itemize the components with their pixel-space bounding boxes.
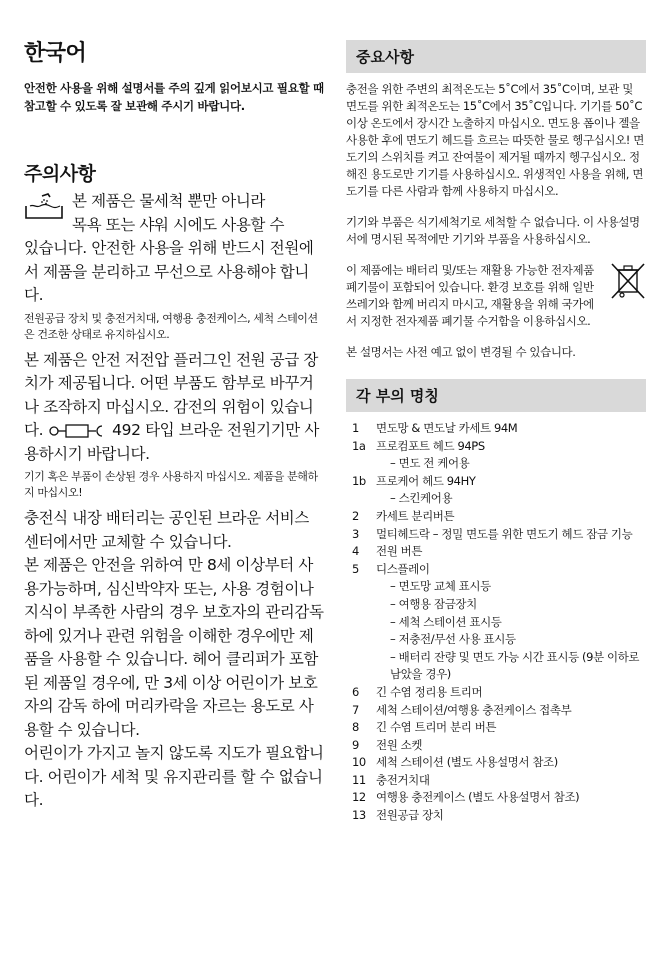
part-number: 9: [352, 737, 359, 752]
parts-list-item: [346, 684, 646, 702]
parts-list-item: [346, 420, 646, 438]
part-label: 면도망 & 면도날 카세트 94M: [376, 421, 518, 435]
power-supply-symbol-icon: [48, 423, 108, 439]
parts-header: 각 부의 명칭: [346, 379, 646, 412]
parts-list-item: [346, 719, 646, 737]
part-label: 멀티헤드락 – 정밀 면도를 위한 면도기 헤드 잠금 기능: [376, 526, 633, 541]
part-label: – 배터리 잔량 및 면도 가능 시간 표시등 (9분 이하로 남았을 경우): [390, 649, 640, 682]
shower-paragraph: [24, 190, 324, 237]
parts-list-item: [346, 508, 646, 526]
part-label: 전원공급 장치: [376, 808, 444, 823]
parts-list-item: [346, 807, 646, 825]
important-text-2: 기기와 부품은 식기세척기로 세척할 수 없습니다. 이 사용설명서에 명시된 목적에만 기기와 부품을 사용하십시오.: [346, 215, 640, 246]
power-supply-paragraph: [24, 349, 324, 467]
parts-list-item: [346, 737, 646, 755]
p1-line2: 목욕 또는 샤워 시에도 사용할 수: [72, 215, 285, 234]
part-label: 여행용 충전케이스 (별도 사용설명서 참조): [376, 790, 580, 805]
important-header: 중요사항: [346, 40, 646, 73]
part-number: 1: [352, 421, 359, 435]
age-paragraph: 본 제품은 안전을 위하여 만 8세 이상부터 사용가능하며, 심신박약자 또는, 사용 경험이나 지식이 부족한 사람의 경우 보호자의 관리감독 하에 있거나 관련 위험을 이해한 경우에만 제품을 사용할 수 있습니다. 헤어 클리퍼가 포함된 제품일 경우에, 만 3세 이상 어린이가 보호자의 감독 하에 머리카락을 자르는 용도로 사용할 수 있습니다.: [24, 556, 324, 739]
part-label: – 스킨케어용: [390, 491, 453, 506]
parts-list-item: [346, 473, 646, 491]
important-text-3: 이 제품에는 배터리 및/또는 재활용 가능한 전자제품 폐기물이 포함되어 있습니다. 환경 보호를 위해 일반 쓰레기와 함께 버리지 마시고, 재활용을 위해 국가에서 지정한 전자제품 폐기물 수거함을 이용하십시오.: [346, 263, 594, 328]
note-damaged: 기기 혹은 부품이 손상된 경우 사용하지 마십시오. 제품을 분해하지 마십시오!: [24, 470, 318, 499]
part-number: 5: [352, 561, 359, 576]
part-label: – 저충전/무선 사용 표시등: [390, 632, 516, 647]
part-label: 디스플레이: [376, 561, 430, 576]
part-number: 10: [352, 755, 366, 770]
important-text-1: 충전을 위한 주변의 최적온도는 5˚C에서 35˚C이며, 보관 및 면도를 위한 최적온도는 15˚C에서 35˚C입니다. 기기를 50˚C 이상 온도에서 장시간 노출하지 마십시오. 면도용 폼이나 젤을 사용한 후에 면도기 헤드를 흐르는 따뜻한 물로 헹구십시오! 면도기의 스위치를 켜고 잔여물이 제거될 때까지 헹구십시오. 정해진 용도로만 기기를 사용하십시오. 위생적인 사용을 위해, 면도기를 다른 사람과 함께 사용하지 마십시오.: [346, 82, 644, 198]
part-label: 긴 수염 정리용 트리머: [376, 684, 483, 699]
crossed-bin-icon: [610, 262, 646, 302]
part-label: 카세트 분리버튼: [376, 508, 455, 523]
parts-list-item: [346, 490, 646, 508]
p2-b: 492 타입 브라운 전원기기만 사용하시기 바랍니다.: [24, 421, 319, 463]
right-column: [346, 40, 646, 825]
part-number: 12: [352, 790, 366, 805]
part-label: – 면도 전 케어용: [390, 456, 470, 471]
part-number: 11: [352, 772, 366, 787]
parts-list-item: [346, 596, 646, 614]
p1-rest: 있습니다. 안전한 사용을 위해 반드시 전원에서 제품을 분리하고 무선으로 사용해야 합니다.: [24, 239, 314, 304]
battery-paragraph: 충전식 내장 배터리는 공인된 브라운 서비스 센터에서만 교체할 수 있습니다.: [24, 509, 309, 551]
part-label: – 여행용 잠금장치: [390, 596, 477, 611]
intro-text: 안전한 사용을 위해 설명서를 주의 깊게 읽어보시고 필요할 때 참고할 수 있도록 잘 보관해 주시기 바랍니다.: [24, 81, 324, 113]
part-number: 8: [352, 720, 359, 735]
part-label: 충전거치대: [376, 772, 430, 787]
part-number: 2: [352, 508, 359, 523]
part-label: 프로케어 헤드 94HY: [376, 473, 476, 488]
note-dry: 전원공급 장치 및 충전거치대, 여행용 충전케이스, 세척 스테이션은 건조한 상태로 유지하십시오.: [24, 311, 318, 341]
parts-list-item: [346, 772, 646, 790]
left-column: [24, 36, 324, 813]
parts-list-item: [346, 578, 646, 596]
part-label: 긴 수염 트리머 분리 버튼: [376, 720, 497, 735]
parts-list: [346, 420, 646, 825]
part-label: 프로컴포트 헤드 94PS: [376, 438, 485, 453]
part-number: 1a: [352, 438, 366, 453]
parts-list-item: [346, 631, 646, 649]
part-label: 전원 버튼: [376, 544, 423, 559]
parts-list-item: [346, 649, 646, 684]
shower-icon: [24, 192, 64, 220]
parts-list-item: [346, 543, 646, 561]
part-label: – 면도망 교체 표시등: [390, 579, 491, 594]
parts-list-item: [346, 438, 646, 456]
part-number: 4: [352, 544, 359, 559]
parts-list-item: [346, 702, 646, 720]
part-number: 1b: [352, 473, 366, 488]
children-paragraph: 어린이가 가지고 놀지 않도록 지도가 필요합니다. 어린이가 세척 및 유지관리를 할 수 없습니다.: [24, 744, 324, 809]
p1-line1: 본 제품은 물세척 뿐만 아니라: [72, 192, 265, 210]
parts-list-item: [346, 561, 646, 579]
part-label: – 세척 스테이션 표시등: [390, 614, 502, 629]
important-text-4: 본 설명서는 사전 예고 없이 변경될 수 있습니다.: [346, 345, 576, 359]
part-number: 6: [352, 684, 359, 699]
part-label: 세척 스테이션 (별도 사용설명서 참조): [376, 755, 558, 770]
part-label: 전원 소켓: [376, 737, 423, 752]
language-title: 한국어: [24, 41, 87, 66]
parts-list-item: [346, 754, 646, 772]
p2-a: 본 제품은 안전 저전압 플러그인 전원 공급 장치가 제공됩니다. 어떤 부품도 함부로 바꾸거나 조작하지 마십시오. 감전의 위험이 있습니다.: [24, 350, 319, 439]
part-number: 13: [352, 808, 366, 823]
part-number: 3: [352, 526, 359, 541]
parts-list-item: [346, 455, 646, 473]
parts-list-item: [346, 614, 646, 632]
parts-list-item: [346, 789, 646, 807]
caution-title: 주의사항: [24, 163, 96, 185]
parts-list-item: [346, 526, 646, 544]
part-number: 7: [352, 702, 359, 717]
recycling-block: [346, 262, 646, 330]
part-label: 세척 스테이션/여행용 충전케이스 접촉부: [376, 702, 572, 717]
